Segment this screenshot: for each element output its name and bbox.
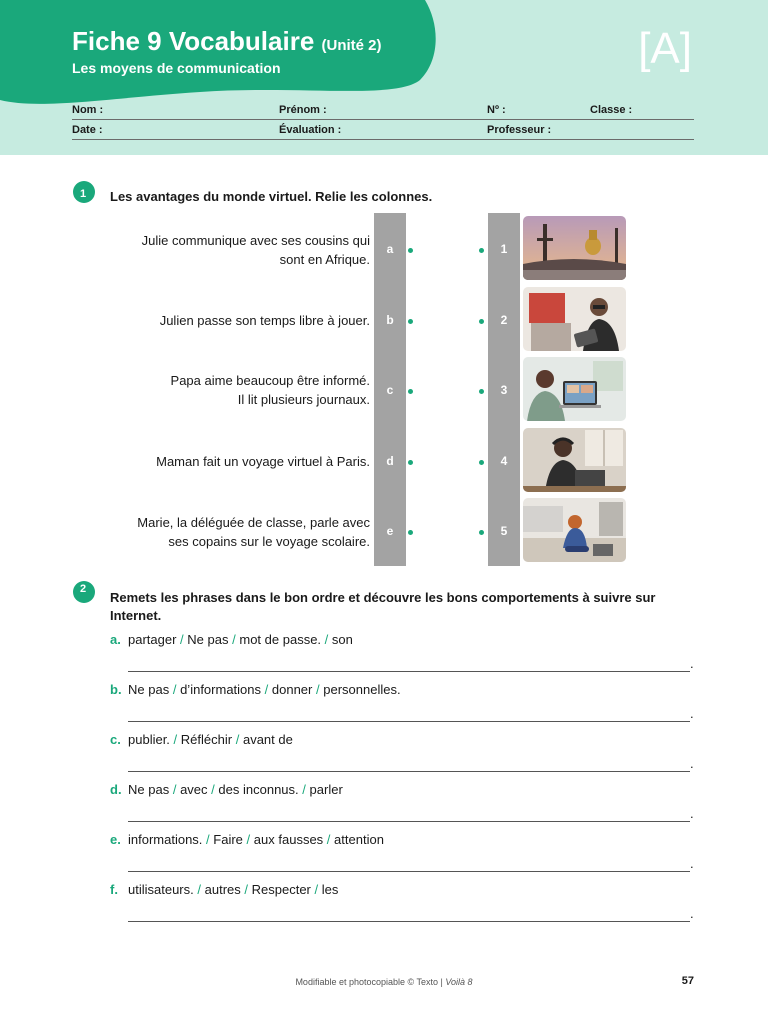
phrase-fragment: utilisateurs. <box>128 882 194 897</box>
match-dot-4[interactable] <box>479 460 484 465</box>
scrambled-phrase <box>128 732 293 747</box>
phrase-fragment: les <box>321 882 339 897</box>
answer-end-mark: . <box>690 906 694 921</box>
answer-end-mark: . <box>690 856 694 871</box>
phrase-separator: / <box>314 882 319 897</box>
phrase-fragment: Ne pas <box>128 682 170 697</box>
item-label: e. <box>110 832 121 847</box>
phrase-separator: / <box>232 632 236 647</box>
phrase-fragment: aux fausses <box>253 832 324 847</box>
answer-line[interactable] <box>128 921 690 922</box>
phrase-fragment: Réfléchir <box>180 732 233 747</box>
answer-line[interactable] <box>128 771 690 772</box>
match-dot-5[interactable] <box>479 530 484 535</box>
exercise-2-badge: 2 <box>73 581 95 603</box>
unit-label: (Unité 2) <box>321 37 382 54</box>
page-title <box>72 26 382 57</box>
answer-line[interactable] <box>128 821 690 822</box>
scrambled-phrase <box>128 882 338 897</box>
phrase-fragment: informations. <box>128 832 203 847</box>
phrase-separator: / <box>302 782 306 797</box>
phrase-separator: / <box>244 882 249 897</box>
woman-headphones-laptop-photo <box>523 428 626 492</box>
match-dot-2[interactable] <box>479 319 484 324</box>
video-call-photo <box>523 357 626 421</box>
phrase-fragment: Respecter <box>251 882 311 897</box>
student-info-row <box>72 100 694 120</box>
answer-end-mark: . <box>690 806 694 821</box>
phrase-separator: / <box>264 682 269 697</box>
phrase-fragment: parler <box>309 782 343 797</box>
boy-gaming-photo <box>523 498 626 562</box>
number-1: 1 <box>500 242 508 256</box>
item-label: b. <box>110 682 122 697</box>
answer-end-mark: . <box>690 656 694 671</box>
worksheet-header <box>0 0 768 155</box>
evaluation-info-row <box>72 120 694 140</box>
phrase-fragment: Ne pas <box>128 782 170 797</box>
phrase-fragment: Ne pas <box>187 632 229 647</box>
scrambled-phrase <box>128 782 343 797</box>
sentence-e: Marie, la déléguée de classe, parle avec ses copains sur le voyage scolaire. <box>137 515 370 549</box>
item-label: a. <box>110 632 121 647</box>
professeur-field[interactable]: Professeur : <box>487 124 552 136</box>
phrase-fragment: d’informations <box>180 682 262 697</box>
phrase-separator: / <box>235 732 240 747</box>
number-4: 4 <box>500 454 508 468</box>
letter-b: b <box>386 313 394 327</box>
phrase-separator: / <box>211 782 215 797</box>
phrase-fragment: autres <box>204 882 241 897</box>
phrase-separator: / <box>180 632 184 647</box>
sentence-a: Julie communique avec ses cousins qui sont en Afrique. <box>141 233 370 267</box>
phrase-separator: / <box>172 782 177 797</box>
footer-credit: Modifiable et photocopiable © Texto | Voilà 8 <box>295 977 473 987</box>
number-2: 2 <box>500 313 508 327</box>
phrase-separator: / <box>206 832 210 847</box>
exercise-2-title: Remets les phrases dans le bon ordre et découvre les bons comportements à suivre sur Internet. <box>110 590 656 623</box>
phrase-fragment: donner <box>271 682 313 697</box>
phrase-fragment: avant de <box>242 732 293 747</box>
answer-line[interactable] <box>128 671 690 672</box>
phrase-fragment: attention <box>334 832 384 847</box>
man-reading-tablet-photo <box>523 287 626 351</box>
sentence-d: Maman fait un voyage virtuel à Paris. <box>156 454 370 469</box>
answer-end-mark: . <box>690 756 694 771</box>
paris-bridge-photo <box>523 216 626 280</box>
item-label: f. <box>110 882 118 897</box>
answer-line[interactable] <box>128 871 690 872</box>
prenom-field[interactable]: Prénom : <box>279 104 327 116</box>
match-dot-c[interactable] <box>408 389 413 394</box>
item-label: c. <box>110 732 121 747</box>
exercise-1-badge: 1 <box>73 181 95 203</box>
phrase-fragment: publier. <box>128 732 170 747</box>
phrase-fragment: Faire <box>213 832 243 847</box>
phrase-separator: / <box>324 632 329 647</box>
answer-end-mark: . <box>690 706 694 721</box>
page-number: 57 <box>681 975 694 987</box>
phrase-fragment: avec <box>180 782 208 797</box>
match-dot-e[interactable] <box>408 530 413 535</box>
page-subtitle: Les moyens de communication <box>72 60 281 76</box>
letter-e: e <box>386 524 394 538</box>
phrase-separator: / <box>197 882 201 897</box>
match-dot-d[interactable] <box>408 460 413 465</box>
evaluation-field[interactable]: Évaluation : <box>279 124 342 136</box>
sentence-b: Julien passe son temps libre à jouer. <box>159 313 370 328</box>
phrase-separator: / <box>316 682 320 697</box>
date-field[interactable]: Date : <box>72 124 103 136</box>
phrase-fragment: des inconnus. <box>218 782 299 797</box>
level-badge: [A] <box>638 24 692 73</box>
phrase-fragment: mot de passe. <box>239 632 322 647</box>
answer-line[interactable] <box>128 721 690 722</box>
match-dot-b[interactable] <box>408 319 413 324</box>
classe-field[interactable]: Classe : <box>590 104 633 116</box>
letter-a: a <box>386 242 394 256</box>
number-5: 5 <box>500 524 508 538</box>
match-dot-a[interactable] <box>408 248 413 253</box>
scrambled-phrase <box>128 832 384 847</box>
item-label: d. <box>110 782 122 797</box>
phrase-separator: / <box>246 832 251 847</box>
numero-field[interactable]: Nº : <box>487 104 506 116</box>
letter-d: d <box>386 454 394 468</box>
phrase-fragment: partager <box>128 632 177 647</box>
letter-c: c <box>386 383 394 397</box>
scrambled-phrase <box>128 632 353 647</box>
phrase-fragment: personnelles. <box>323 682 401 697</box>
match-dot-3[interactable] <box>479 389 484 394</box>
phrase-fragment: son <box>331 632 353 647</box>
phrase-separator: / <box>172 682 177 697</box>
title-text: Fiche 9 Vocabulaire <box>72 26 315 56</box>
phrase-separator: / <box>173 732 178 747</box>
exercise-1-title: Les avantages du monde virtuel. Relie les colonnes. <box>110 189 433 204</box>
scrambled-phrase <box>128 682 401 697</box>
number-3: 3 <box>500 383 508 397</box>
match-dot-1[interactable] <box>479 248 484 253</box>
sentence-c: Papa aime beaucoup être informé. Il lit plusieurs journaux. <box>170 373 370 407</box>
phrase-separator: / <box>326 832 331 847</box>
nom-field[interactable]: Nom : <box>72 104 104 116</box>
